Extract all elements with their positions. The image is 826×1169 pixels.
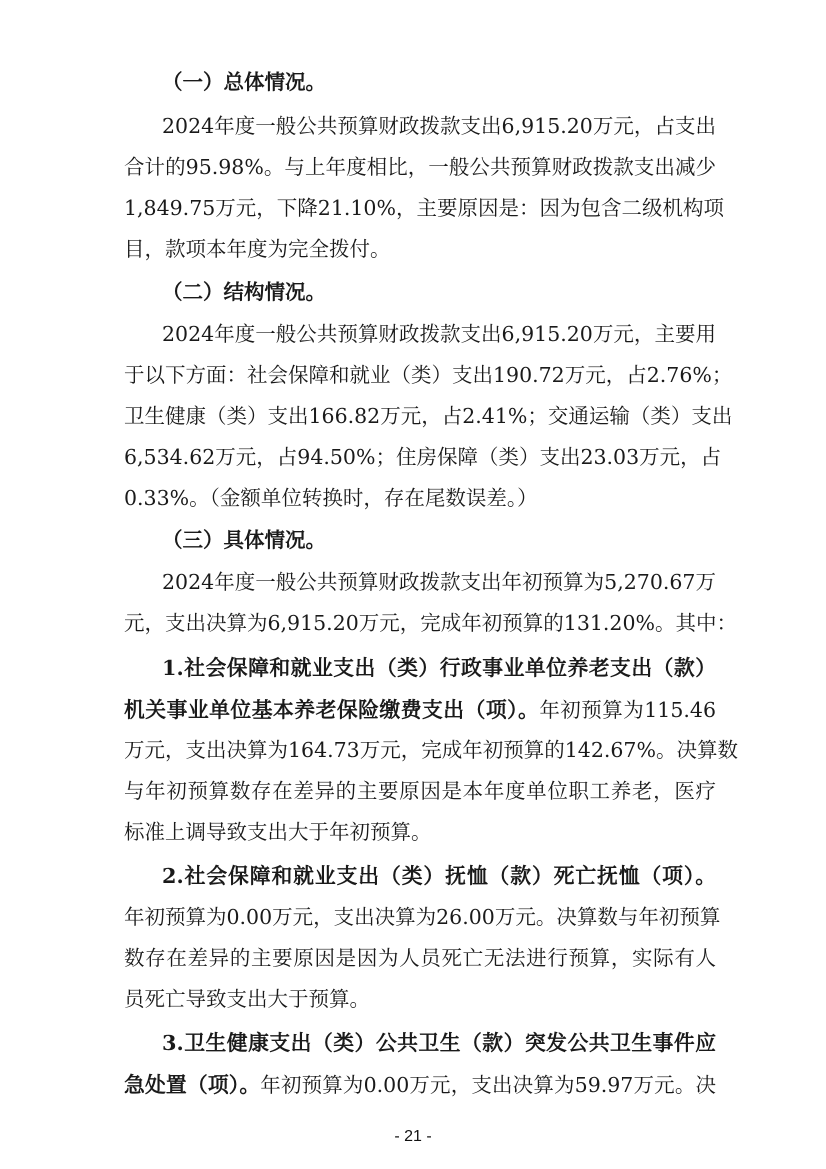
item-text: 年初预算为0.00万元，支出决算为59.97万元。决 — [260, 1073, 716, 1097]
section-heading-structure: （二）结构情况。 — [162, 280, 326, 304]
item-title-line: 1.社会保障和就业支出（类）行政事业单位养老支出（款） — [162, 655, 716, 680]
item-title-bold: 急处置（项）。 — [124, 1072, 261, 1097]
paragraph-line: 2024年度一般公共预算财政拨款支出6,915.20万元，占支出 — [162, 114, 716, 138]
item-title-line: 3.卫生健康支出（类）公共卫生（款）突发公共卫生事件应 — [162, 1030, 716, 1055]
section-heading-overall: （一）总体情况。 — [162, 70, 326, 94]
paragraph-line: 1,849.75万元，下降21.10%，主要原因是：因为包含二级机构项 — [124, 196, 724, 220]
paragraph-line: 员死亡导致支出大于预算。 — [124, 987, 370, 1011]
item-title-line: 2.社会保障和就业支出（类）抚恤（款）死亡抚恤（项）。 — [162, 863, 716, 888]
paragraph-line: 2024年度一般公共预算财政拨款支出年初预算为5,270.67万 — [162, 570, 716, 594]
paragraph-line: 数存在差异的主要原因是因为人员死亡无法进行预算，实际有人 — [124, 946, 716, 970]
paragraph-line: 目，款项本年度为完全拨付。 — [124, 237, 391, 261]
page-number: - 21 - — [394, 1128, 432, 1145]
paragraph-line: 合计的95.98%。与上年度相比，一般公共预算财政拨款支出减少 — [124, 155, 716, 179]
paragraph-line: 于以下方面：社会保障和就业（类）支出190.72万元，占2.76%； — [124, 363, 733, 387]
paragraph-line: 万元，支出决算为164.73万元，完成年初预算的142.67%。决算数 — [124, 738, 738, 762]
section-heading-details: （三）具体情况。 — [162, 528, 326, 552]
paragraph-line: 标准上调导致支出大于年初预算。 — [124, 820, 432, 844]
item-text: 年初预算为115.46 — [539, 698, 716, 722]
item-title-line — [124, 1064, 716, 1105]
paragraph-line: 2024年度一般公共预算财政拨款支出6,915.20万元，主要用 — [162, 322, 716, 346]
item-title-bold: 机关事业单位基本养老保险缴费支出（项）。 — [124, 697, 540, 722]
paragraph-line: 与年初预算数存在差异的主要原因是本年度单位职工养老，医疗 — [124, 779, 716, 803]
item-title-line — [124, 689, 716, 730]
paragraph-line: 卫生健康（类）支出166.82万元，占2.41%；交通运输（类）支出 — [124, 404, 733, 428]
paragraph-line: 元，支出决算为6,915.20万元，完成年初预算的131.20%。其中： — [124, 611, 737, 635]
document-body — [124, 62, 738, 1102]
paragraph-line: 0.33%。（金额单位转换时，存在尾数误差。） — [124, 486, 538, 510]
paragraph-line: 年初预算为0.00万元，支出决算为26.00万元。决算数与年初预算 — [124, 905, 721, 929]
paragraph-line: 6,534.62万元，占94.50%；住房保障（类）支出23.03万元，占 — [124, 445, 722, 469]
